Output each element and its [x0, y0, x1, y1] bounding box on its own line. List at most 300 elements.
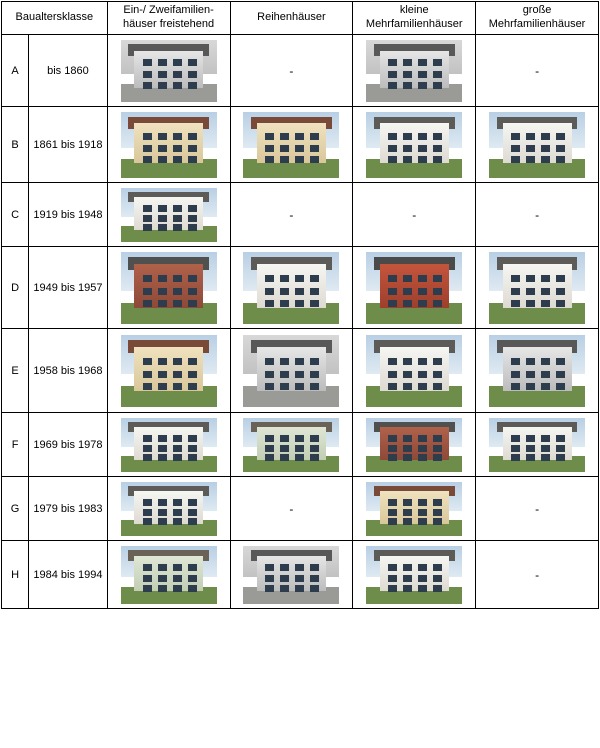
photo-window	[310, 454, 319, 461]
photo-window	[265, 585, 274, 592]
row-period-label: 1861 bis 1918	[29, 107, 108, 183]
photo-window	[280, 575, 289, 582]
no-data-dash: -	[535, 501, 540, 516]
photo-window	[188, 518, 197, 525]
photo-window	[295, 288, 304, 295]
photo-window	[173, 435, 182, 442]
building-photo	[366, 418, 462, 472]
photo-window	[433, 499, 442, 506]
photo-window	[526, 435, 535, 442]
building-photo	[366, 40, 462, 102]
photo-window	[173, 71, 182, 78]
row-class-letter: A	[2, 35, 29, 107]
photo-window	[403, 509, 412, 516]
photo-window	[556, 454, 565, 461]
photo-window	[433, 509, 442, 516]
building-photo	[489, 252, 585, 324]
photo-window	[188, 383, 197, 390]
photo-window	[388, 300, 397, 307]
building-photo-cell	[107, 329, 230, 413]
photo-window	[280, 288, 289, 295]
photo-window	[541, 145, 550, 152]
empty-cell	[476, 183, 599, 247]
photo-window	[143, 224, 152, 231]
building-photo-cell	[230, 541, 353, 609]
photo-window	[265, 288, 274, 295]
no-data-dash: -	[535, 207, 540, 222]
photo-window	[418, 145, 427, 152]
building-photo-cell	[230, 413, 353, 477]
photo-window	[143, 509, 152, 516]
photo-window	[310, 300, 319, 307]
photo-window	[418, 358, 427, 365]
row-class-letter: D	[2, 247, 29, 329]
building-photo	[489, 418, 585, 472]
photo-window	[158, 585, 167, 592]
photo-window	[433, 288, 442, 295]
photo-window	[158, 358, 167, 365]
building-photo	[243, 252, 339, 324]
photo-window	[173, 499, 182, 506]
photo-window	[433, 445, 442, 452]
building-photo-cell	[353, 329, 476, 413]
photo-window	[265, 383, 274, 390]
photo-window	[310, 288, 319, 295]
building-photo	[243, 546, 339, 604]
photo-window	[388, 564, 397, 571]
photo-window	[173, 585, 182, 592]
photo-window	[388, 288, 397, 295]
photo-window	[143, 156, 152, 163]
photo-window	[433, 300, 442, 307]
photo-window	[188, 133, 197, 140]
photo-window	[143, 205, 152, 212]
photo-window	[310, 575, 319, 582]
photo-window	[388, 82, 397, 89]
photo-window	[556, 275, 565, 282]
building-photo	[489, 335, 585, 407]
photo-window	[310, 145, 319, 152]
photo-window	[158, 564, 167, 571]
photo-window	[388, 59, 397, 66]
photo-window	[143, 215, 152, 222]
photo-window	[188, 454, 197, 461]
photo-window	[403, 145, 412, 152]
no-data-dash: -	[412, 207, 417, 222]
photo-window	[511, 435, 520, 442]
photo-window	[541, 133, 550, 140]
building-photo	[121, 335, 217, 407]
photo-window	[173, 133, 182, 140]
empty-cell	[230, 183, 353, 247]
photo-window	[310, 156, 319, 163]
photo-window	[295, 300, 304, 307]
photo-window	[173, 575, 182, 582]
row-class-letter: B	[2, 107, 29, 183]
photo-window	[541, 275, 550, 282]
photo-window	[556, 445, 565, 452]
photo-window	[433, 82, 442, 89]
photo-window	[511, 371, 520, 378]
table-header	[2, 2, 599, 35]
photo-window	[143, 145, 152, 152]
photo-window	[188, 156, 197, 163]
photo-window	[265, 575, 274, 582]
photo-window	[295, 435, 304, 442]
photo-window	[541, 371, 550, 378]
photo-window	[526, 445, 535, 452]
photo-window	[310, 564, 319, 571]
building-photo-cell	[353, 477, 476, 541]
baualtersklassen-table	[1, 1, 599, 609]
photo-window	[158, 445, 167, 452]
empty-cell	[353, 183, 476, 247]
photo-window	[526, 371, 535, 378]
photo-window	[265, 371, 274, 378]
photo-window	[158, 205, 167, 212]
building-photo-cell	[230, 329, 353, 413]
photo-window	[280, 300, 289, 307]
building-photo-cell	[230, 107, 353, 183]
photo-window	[143, 435, 152, 442]
building-photo-cell	[107, 413, 230, 477]
photo-window	[388, 435, 397, 442]
photo-window	[173, 371, 182, 378]
photo-window	[143, 499, 152, 506]
photo-window	[403, 82, 412, 89]
photo-window	[511, 145, 520, 152]
table-row	[2, 477, 599, 541]
empty-cell	[476, 35, 599, 107]
photo-window	[143, 82, 152, 89]
photo-window	[158, 215, 167, 222]
photo-window	[526, 133, 535, 140]
photo-window	[188, 275, 197, 282]
photo-window	[418, 383, 427, 390]
column-header-baualtersklasse: Baualtersklasse	[2, 2, 108, 35]
photo-window	[541, 156, 550, 163]
building-photo	[366, 335, 462, 407]
photo-window	[418, 454, 427, 461]
photo-window	[280, 454, 289, 461]
row-period-label: bis 1860	[29, 35, 108, 107]
building-photo-cell	[476, 329, 599, 413]
photo-window	[188, 145, 197, 152]
no-data-dash: -	[289, 63, 294, 78]
photo-window	[280, 564, 289, 571]
photo-window	[541, 383, 550, 390]
photo-window	[280, 371, 289, 378]
photo-window	[388, 575, 397, 582]
photo-window	[310, 435, 319, 442]
photo-window	[541, 300, 550, 307]
photo-window	[280, 585, 289, 592]
photo-window	[403, 300, 412, 307]
photo-window	[280, 145, 289, 152]
photo-window	[143, 518, 152, 525]
photo-window	[433, 71, 442, 78]
photo-window	[295, 383, 304, 390]
photo-window	[433, 454, 442, 461]
photo-window	[388, 156, 397, 163]
photo-window	[403, 133, 412, 140]
photo-window	[526, 358, 535, 365]
building-photo-cell	[476, 413, 599, 477]
no-data-dash: -	[289, 207, 294, 222]
photo-window	[541, 445, 550, 452]
photo-window	[143, 454, 152, 461]
building-photo	[121, 112, 217, 178]
photo-window	[403, 59, 412, 66]
photo-window	[188, 564, 197, 571]
photo-window	[188, 288, 197, 295]
photo-window	[265, 275, 274, 282]
photo-window	[526, 156, 535, 163]
photo-window	[310, 445, 319, 452]
building-photo	[121, 188, 217, 242]
photo-window	[173, 383, 182, 390]
photo-window	[188, 300, 197, 307]
photo-window	[433, 518, 442, 525]
row-period-label: 1984 bis 1994	[29, 541, 108, 609]
building-photo	[121, 482, 217, 536]
photo-window	[158, 300, 167, 307]
table-row	[2, 183, 599, 247]
photo-window	[158, 454, 167, 461]
photo-window	[556, 383, 565, 390]
photo-window	[158, 288, 167, 295]
photo-window	[526, 454, 535, 461]
building-photo	[121, 40, 217, 102]
photo-window	[188, 445, 197, 452]
photo-window	[541, 454, 550, 461]
photo-window	[511, 445, 520, 452]
table-row	[2, 329, 599, 413]
building-photo	[121, 546, 217, 604]
empty-cell	[230, 35, 353, 107]
building-photo	[121, 252, 217, 324]
building-photo	[243, 335, 339, 407]
building-photo	[366, 112, 462, 178]
photo-window	[265, 145, 274, 152]
photo-window	[556, 145, 565, 152]
building-photo-cell	[107, 35, 230, 107]
table-body	[2, 35, 599, 609]
photo-window	[556, 435, 565, 442]
building-photo-cell	[107, 107, 230, 183]
photo-window	[143, 358, 152, 365]
photo-window	[143, 300, 152, 307]
photo-window	[556, 288, 565, 295]
photo-window	[526, 300, 535, 307]
photo-window	[143, 71, 152, 78]
photo-window	[556, 300, 565, 307]
photo-window	[158, 275, 167, 282]
row-class-letter: C	[2, 183, 29, 247]
photo-window	[403, 371, 412, 378]
photo-window	[403, 445, 412, 452]
photo-window	[188, 499, 197, 506]
photo-window	[511, 300, 520, 307]
photo-window	[143, 133, 152, 140]
photo-window	[158, 509, 167, 516]
photo-window	[188, 371, 197, 378]
photo-window	[418, 371, 427, 378]
photo-window	[388, 275, 397, 282]
photo-window	[511, 288, 520, 295]
photo-window	[143, 564, 152, 571]
photo-window	[541, 288, 550, 295]
photo-window	[556, 358, 565, 365]
row-class-letter: G	[2, 477, 29, 541]
building-photo	[366, 546, 462, 604]
photo-window	[403, 71, 412, 78]
photo-window	[158, 133, 167, 140]
photo-window	[188, 509, 197, 516]
no-data-dash: -	[535, 567, 540, 582]
no-data-dash: -	[535, 63, 540, 78]
photo-window	[418, 288, 427, 295]
photo-window	[158, 145, 167, 152]
photo-window	[526, 275, 535, 282]
photo-window	[295, 358, 304, 365]
photo-window	[403, 575, 412, 582]
photo-window	[158, 575, 167, 582]
photo-window	[541, 358, 550, 365]
photo-window	[418, 275, 427, 282]
photo-window	[173, 224, 182, 231]
photo-window	[173, 145, 182, 152]
photo-window	[173, 454, 182, 461]
photo-window	[310, 275, 319, 282]
no-data-dash: -	[289, 501, 294, 516]
photo-window	[295, 145, 304, 152]
photo-window	[403, 499, 412, 506]
empty-cell	[230, 477, 353, 541]
photo-window	[188, 215, 197, 222]
photo-window	[173, 288, 182, 295]
photo-window	[310, 358, 319, 365]
photo-window	[388, 445, 397, 452]
photo-window	[280, 445, 289, 452]
photo-window	[158, 82, 167, 89]
photo-window	[403, 358, 412, 365]
photo-window	[143, 383, 152, 390]
photo-window	[418, 499, 427, 506]
building-photo	[366, 252, 462, 324]
photo-window	[173, 445, 182, 452]
photo-window	[418, 518, 427, 525]
building-photo-cell	[107, 183, 230, 247]
building-photo-cell	[476, 247, 599, 329]
photo-window	[388, 371, 397, 378]
photo-window	[403, 454, 412, 461]
building-photo-cell	[107, 247, 230, 329]
photo-window	[280, 275, 289, 282]
photo-window	[556, 156, 565, 163]
photo-window	[188, 59, 197, 66]
photo-window	[143, 288, 152, 295]
photo-window	[173, 82, 182, 89]
photo-window	[158, 435, 167, 442]
building-photo-cell	[353, 35, 476, 107]
building-photo-cell	[353, 541, 476, 609]
column-header-reihenhaeuser: Reihenhäuser	[230, 2, 353, 35]
photo-window	[188, 435, 197, 442]
photo-window	[265, 454, 274, 461]
photo-window	[403, 518, 412, 525]
photo-window	[310, 383, 319, 390]
photo-window	[388, 585, 397, 592]
table-row	[2, 413, 599, 477]
table-row	[2, 541, 599, 609]
building-photo-cell	[353, 247, 476, 329]
photo-window	[158, 71, 167, 78]
photo-window	[158, 383, 167, 390]
building-photo	[366, 482, 462, 536]
photo-window	[511, 275, 520, 282]
building-photo-cell	[230, 247, 353, 329]
empty-cell	[476, 541, 599, 609]
photo-window	[388, 454, 397, 461]
photo-window	[158, 499, 167, 506]
photo-window	[388, 383, 397, 390]
photo-window	[526, 145, 535, 152]
building-photo-cell	[107, 541, 230, 609]
photo-window	[388, 518, 397, 525]
photo-window	[433, 371, 442, 378]
photo-window	[173, 358, 182, 365]
photo-window	[265, 300, 274, 307]
photo-window	[418, 435, 427, 442]
photo-window	[418, 509, 427, 516]
photo-window	[295, 133, 304, 140]
photo-window	[541, 435, 550, 442]
row-period-label: 1949 bis 1957	[29, 247, 108, 329]
photo-window	[265, 564, 274, 571]
photo-window	[403, 156, 412, 163]
column-header-grosse-mehrfamilienhaeuser: große Mehrfamilienhäuser	[476, 2, 599, 35]
photo-window	[418, 71, 427, 78]
photo-window	[295, 575, 304, 582]
photo-window	[188, 71, 197, 78]
photo-window	[433, 383, 442, 390]
empty-cell	[476, 477, 599, 541]
building-photo-cell	[353, 107, 476, 183]
photo-window	[173, 300, 182, 307]
photo-window	[388, 499, 397, 506]
photo-window	[433, 564, 442, 571]
photo-window	[188, 585, 197, 592]
photo-window	[418, 82, 427, 89]
photo-window	[265, 435, 274, 442]
photo-window	[418, 445, 427, 452]
photo-window	[403, 564, 412, 571]
photo-window	[433, 358, 442, 365]
photo-window	[511, 454, 520, 461]
photo-window	[526, 383, 535, 390]
photo-window	[188, 205, 197, 212]
photo-window	[295, 275, 304, 282]
photo-window	[418, 59, 427, 66]
photo-window	[556, 371, 565, 378]
photo-window	[388, 145, 397, 152]
photo-window	[280, 435, 289, 442]
photo-window	[143, 585, 152, 592]
column-header-kleine-mehrfamilienhaeuser: kleine Mehrfamilienhäuser	[353, 2, 476, 35]
photo-window	[265, 445, 274, 452]
photo-window	[511, 156, 520, 163]
